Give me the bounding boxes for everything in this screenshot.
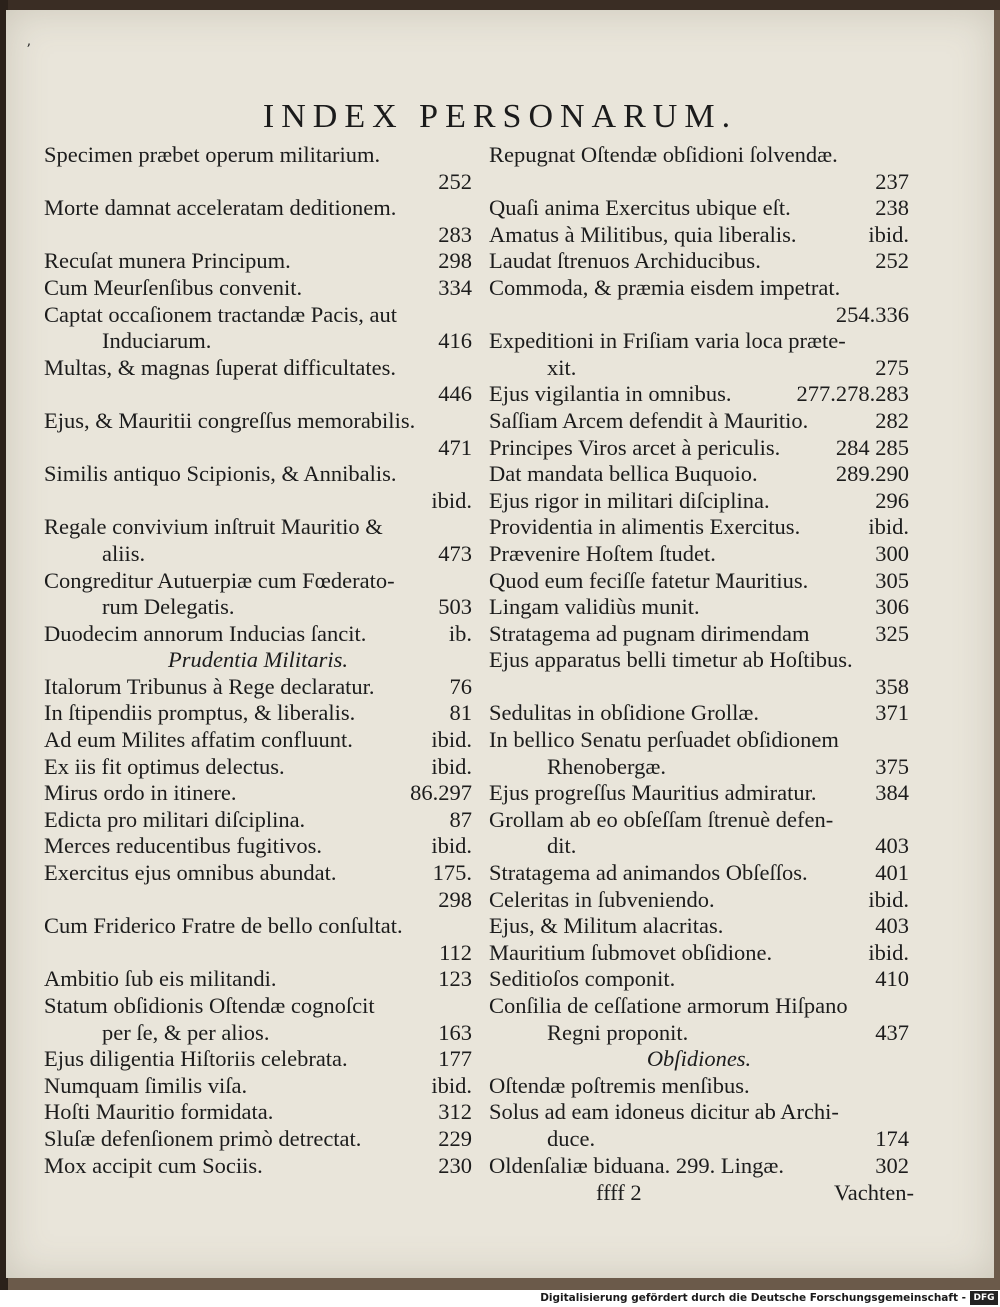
entry-text: Regale convivium inſtruit Mauritio & [44, 514, 383, 540]
page-reference: 252 [438, 168, 472, 194]
entry-text: Repugnat Oſtendæ obſidioni ſolvendæ. [489, 142, 838, 167]
entry-text: per ſe, & per alios. [102, 1019, 270, 1045]
entry-text: Grollam ab eo obſeſſam ſtrenuè defen- [489, 806, 834, 832]
right-column [489, 142, 909, 1179]
page-reference: 177 [438, 1046, 472, 1072]
page-reference: 86.297 [410, 780, 472, 806]
index-entry [489, 913, 909, 940]
index-entry [44, 674, 472, 701]
entry-text: Mauritium ſubmovet obſidione. [489, 939, 773, 965]
index-entry-continuation [489, 754, 909, 781]
page-reference: 473 [438, 540, 472, 566]
index-entry [44, 860, 472, 887]
entry-text: Lingam validiùs munit. [489, 594, 700, 620]
page-reference: 312 [438, 1099, 472, 1125]
entry-text: Quaſi anima Exercitus ubique eſt. [489, 195, 791, 221]
index-entry [489, 727, 909, 754]
entry-text: Saſſiam Arcem defendit à Mauritio. [489, 407, 809, 433]
index-entry [489, 1153, 909, 1180]
index-entry [489, 461, 909, 488]
page-reference: 298 [438, 886, 472, 912]
page-reference: ibid. [431, 487, 472, 513]
index-entry [489, 1099, 909, 1126]
index-entry [44, 568, 472, 595]
page-reference: 289.290 [835, 461, 909, 487]
index-entry [44, 1073, 472, 1100]
index-entry [44, 700, 472, 727]
page-reference: 163 [438, 1019, 472, 1045]
index-entry [44, 780, 472, 807]
page-reference: 81 [449, 700, 472, 726]
index-entry-continuation [489, 1126, 909, 1153]
index-entry-continuation [44, 328, 472, 355]
page-reference: 252 [875, 248, 909, 274]
index-entry [489, 275, 909, 302]
page-reference: 410 [875, 966, 909, 992]
index-entry [44, 833, 472, 860]
entry-text: Ejus diligentia Hiſtoriis celebrata. [44, 1046, 348, 1072]
entry-text: Amatus à Militibus, quia liberalis. [489, 221, 797, 247]
index-entry [489, 807, 909, 834]
entry-text: Oſtendæ poſtremis menſibus. [489, 1072, 750, 1098]
entry-text: Ejus vigilantia in omnibus. [489, 381, 732, 407]
catchline [596, 1180, 914, 1206]
page-reference: 371 [875, 700, 909, 726]
page-reference: 503 [438, 594, 472, 620]
index-entry [44, 966, 472, 993]
entry-text: Oldenſaliæ biduana. 299. Lingæ. [489, 1152, 784, 1178]
entry-text: Quod eum feciſſe fatetur Mauritius. [489, 567, 809, 593]
entry-text: Sedulitas in obſidione Grollæ. [489, 700, 759, 726]
entry-text: Congreditur Autuerpiæ cum Fœderato- [44, 567, 395, 593]
entry-text: In bellico Senatu perſuadet obſidionem [489, 727, 839, 753]
page-reference: ibid. [868, 939, 909, 965]
entry-text: aliis. [102, 540, 146, 566]
entry-text: Principes Viros arcet à periculis. [489, 434, 781, 460]
index-entry [489, 408, 909, 435]
index-entry [44, 195, 472, 222]
page-reference: 254.336 [835, 301, 909, 327]
entry-text: Captat occaſionem tractandæ Pacis, aut [44, 301, 398, 327]
catchword: Vachten- [834, 1180, 914, 1205]
page-reference: ib. [448, 620, 472, 646]
index-entry [489, 594, 909, 621]
index-entry-continuation [489, 1020, 909, 1047]
entry-text: Edicta pro militari diſciplina. [44, 806, 306, 832]
entry-text: Rhenobergæ. [547, 753, 666, 779]
page-reference: 174 [875, 1125, 909, 1151]
page-reference: ibid. [868, 221, 909, 247]
entry-text: Laudat ſtrenuos Archiducibus. [489, 248, 761, 274]
entry-text: Cum Meurſenſibus convenit. [44, 274, 303, 300]
entry-text: Providentia in alimentis Exercitus. [489, 514, 801, 540]
page-reference: 123 [438, 966, 472, 992]
entry-text: Induciarum. [102, 328, 212, 354]
index-entry [44, 355, 472, 382]
entry-text: Ejus apparatus belli timetur ab Hoſtibus. [489, 647, 853, 673]
page-reference: 87 [449, 806, 472, 832]
index-entry [489, 381, 909, 408]
entry-text: Sluſæ defenſionem primò detrectat. [44, 1125, 362, 1151]
entry-text: Multas, & magnas ſuperat difficultates. [44, 354, 397, 380]
entry-text: Merces reducentibus fugitivos. [44, 833, 323, 859]
book-page [6, 10, 994, 1278]
signature-mark: ffff 2 [596, 1180, 642, 1205]
entry-text: Numquam ſimilis viſa. [44, 1072, 248, 1098]
entry-text: dit. [547, 833, 577, 859]
entry-text: Dat mandata bellica Buquoio. [489, 461, 758, 487]
index-entry [489, 860, 909, 887]
page-reference: 403 [875, 833, 909, 859]
index-entry [489, 435, 909, 462]
section-heading: Obſidiones. [646, 1046, 752, 1072]
page-reference: 237 [875, 168, 909, 194]
entry-text: Solus ad eam idoneus dicitur ab Archi- [489, 1099, 839, 1125]
page-reference: 284 285 [835, 434, 909, 460]
entry-text: Mirus ordo in itinere. [44, 780, 237, 806]
entry-text: Recuſat munera Principum. [44, 248, 291, 274]
index-entry [489, 142, 909, 169]
entry-text: Ejus progreſſus Mauritius admiratur. [489, 780, 817, 806]
entry-text: Ejus rigor in militari diſciplina. [489, 487, 770, 513]
index-entry [489, 887, 909, 914]
index-entry [489, 488, 909, 515]
entry-text: Conſilia de ceſſatione armorum Hiſpano [489, 993, 848, 1018]
page-reference: 401 [875, 860, 909, 886]
index-entry [44, 302, 472, 329]
index-entry [489, 621, 909, 648]
page-reference: 175. [432, 860, 472, 886]
entry-text: Seditioſos componit. [489, 966, 676, 992]
entry-text: Stratagema ad pugnam dirimendam [489, 620, 810, 646]
page-reference: 375 [875, 753, 909, 779]
page-reference: ibid. [868, 514, 909, 540]
page-reference: 403 [875, 913, 909, 939]
ink-speck: ʼ [26, 42, 31, 58]
index-entry-continuation [44, 541, 472, 568]
index-entry [489, 966, 909, 993]
section-heading: Prudentia Militaris. [168, 647, 348, 673]
entry-text: Ex iis fit optimus delectus. [44, 753, 285, 779]
index-entry [44, 727, 472, 754]
index-entry-continuation [44, 594, 472, 621]
index-entry [44, 913, 472, 940]
index-entry [44, 1153, 472, 1180]
dfg-logo: DFG [970, 1291, 998, 1305]
index-entry-continuation [44, 1020, 472, 1047]
index-entry [489, 514, 909, 541]
entry-text: Mox accipit cum Sociis. [44, 1152, 263, 1178]
entry-text: Expeditioni in Friſiam varia loca præte- [489, 328, 846, 354]
entry-text: Italorum Tribunus à Rege declaratur. [44, 673, 375, 699]
page-reference: 283 [438, 221, 472, 247]
page-reference: 302 [875, 1152, 909, 1178]
page-reference: 306 [875, 594, 909, 620]
entry-text: Cum Friderico Fratre de bello conſultat. [44, 913, 403, 939]
index-entry-continuation [489, 355, 909, 382]
index-entry [489, 1073, 909, 1100]
index-entry [489, 328, 909, 355]
entry-text: Specimen præbet operum militarium. [44, 142, 381, 167]
index-entry [44, 275, 472, 302]
index-entry [44, 514, 472, 541]
page-reference: ibid. [868, 886, 909, 912]
page-reference: 275 [875, 354, 909, 380]
index-entry [489, 647, 909, 674]
entry-text: Exercitus ejus omnibus abundat. [44, 860, 337, 886]
index-entry [489, 248, 909, 275]
entry-text: Ejus, & Militum alacritas. [489, 913, 724, 939]
entry-text: Ambitio ſub eis militandi. [44, 966, 277, 992]
index-entry [44, 993, 472, 1020]
page-reference: 229 [438, 1125, 472, 1151]
page-reference: 384 [875, 780, 909, 806]
entry-text: Celeritas in ſubveniendo. [489, 886, 715, 912]
index-entry [44, 1099, 472, 1126]
page-reference: 300 [875, 540, 909, 566]
page-reference: ibid. [431, 833, 472, 859]
index-entry [489, 993, 909, 1020]
page-reference: ibid. [431, 1072, 472, 1098]
entry-text: In ſtipendiis promptus, & liberalis. [44, 700, 356, 726]
index-entry [489, 195, 909, 222]
running-header: INDEX PERSONARUM. [262, 98, 738, 135]
index-entry [44, 142, 472, 169]
page-reference: 76 [449, 673, 472, 699]
entry-text: Prævenire Hoſtem ſtudet. [489, 540, 716, 566]
page-reference: 358 [875, 673, 909, 699]
page-reference: 325 [875, 620, 909, 646]
index-entry [44, 461, 472, 488]
index-entry [489, 780, 909, 807]
page-reference: 282 [875, 407, 909, 433]
entry-text: Regni proponit. [547, 1019, 689, 1045]
page-reference: 437 [875, 1019, 909, 1045]
page-reference: 112 [439, 939, 472, 965]
left-column [44, 142, 472, 1179]
page-reference: 305 [875, 567, 909, 593]
index-entry [489, 541, 909, 568]
entry-text: Similis antiquo Scipionis, & Annibalis. [44, 461, 397, 487]
page-reference: 446 [438, 381, 472, 407]
entry-text: Morte damnat acceleratam deditionem. [44, 195, 397, 221]
page-reference: 334 [438, 274, 472, 300]
page-reference: 416 [438, 328, 472, 354]
page-reference: 471 [438, 434, 472, 460]
entry-text: rum Delegatis. [102, 594, 235, 620]
top-edge [0, 0, 1000, 10]
index-entry [44, 754, 472, 781]
page-reference: ibid. [431, 753, 472, 779]
entry-text: Ejus, & Mauritii congreſſus memorabilis. [44, 407, 416, 433]
page-reference: ibid. [431, 727, 472, 753]
page-reference: 238 [875, 195, 909, 221]
entry-text: Ad eum Milites affatim confluunt. [44, 727, 353, 753]
index-entry-continuation [489, 833, 909, 860]
entry-text: duce. [547, 1125, 596, 1151]
index-entry [44, 1046, 472, 1073]
entry-text: Commoda, & præmia eisdem impetrat. [489, 274, 841, 300]
entry-text: xit. [547, 354, 577, 380]
index-entry [489, 568, 909, 595]
index-entry [489, 222, 909, 249]
entry-text: Statum obſidionis Oſtendæ cognoſcit [44, 993, 375, 1018]
index-entry [44, 248, 472, 275]
index-entry [44, 621, 472, 648]
page-reference: 296 [875, 487, 909, 513]
index-entry [44, 408, 472, 435]
funding-notice: Digitalisierung gefördert durch die Deutsche Forschungsgemeinschaft - [540, 1292, 966, 1304]
index-entry [44, 1126, 472, 1153]
index-entry [489, 700, 909, 727]
entry-text: Hoſti Mauritio formidata. [44, 1099, 274, 1125]
entry-text: Duodecim annorum Inducias ſancit. [44, 620, 367, 646]
index-entry [44, 807, 472, 834]
page-reference: 230 [438, 1152, 472, 1178]
page-reference: 298 [438, 248, 472, 274]
entry-text: Stratagema ad animandos Obſeſſos. [489, 860, 808, 886]
page-reference: 277.278.283 [796, 381, 909, 407]
index-entry [489, 940, 909, 967]
